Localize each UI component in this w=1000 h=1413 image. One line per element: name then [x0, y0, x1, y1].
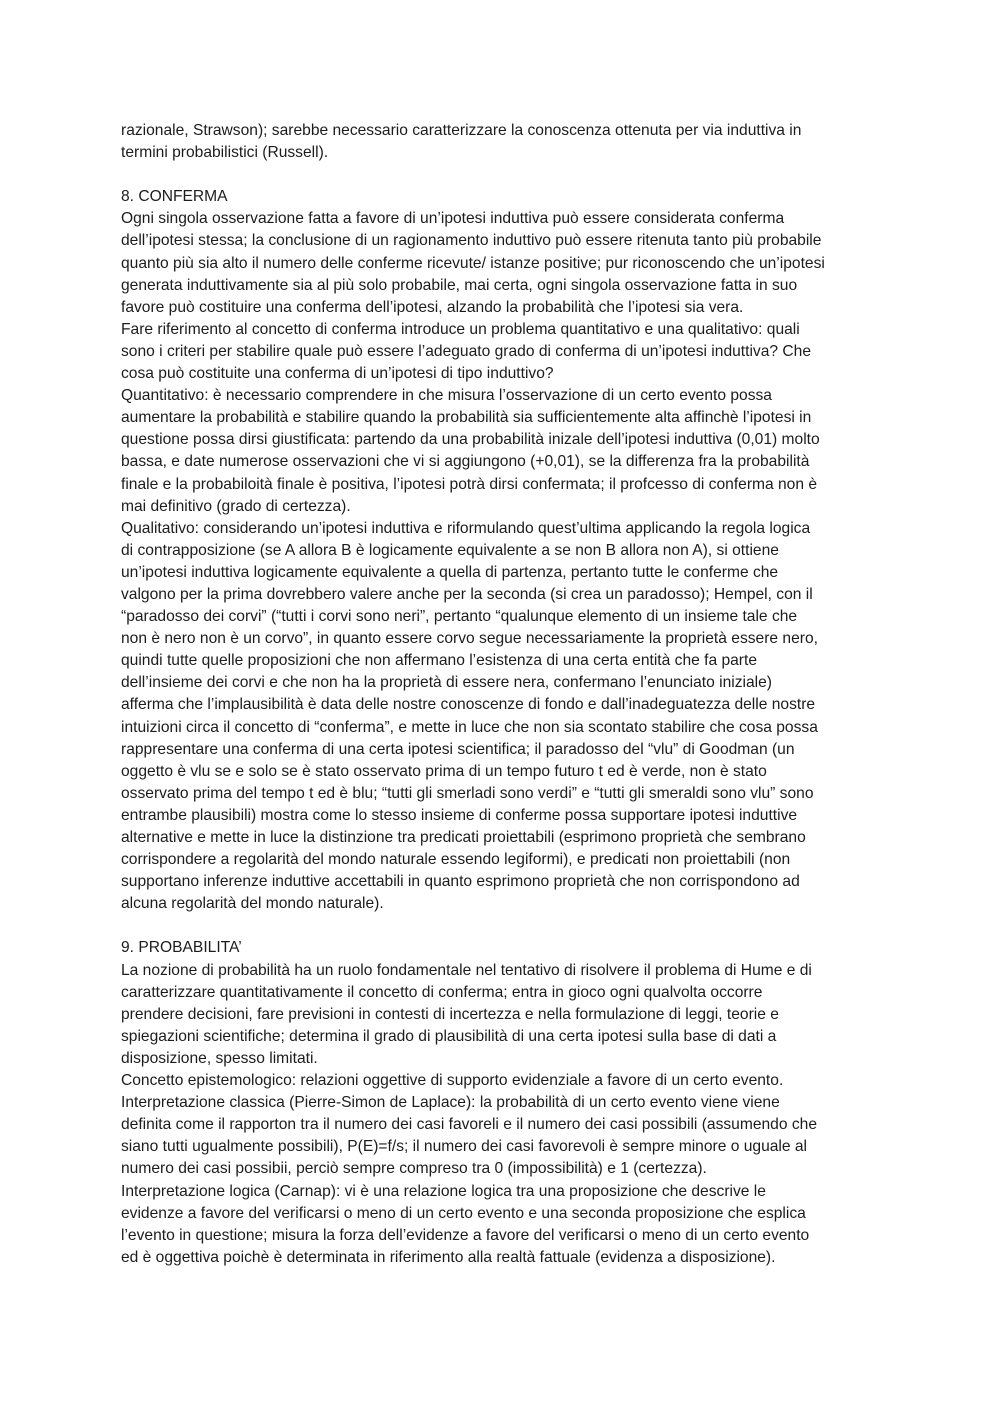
text-line: non è nero non è un corvo”, in quanto essere corvo segue necessariamente la proprietà essere nero,: [121, 630, 818, 648]
text-line: disposizione, spesso limitati.: [121, 1049, 318, 1067]
text-line: prendere decisioni, fare previsioni in contesti di incertezza e nella formulazione di leggi, teorie e: [121, 1005, 779, 1023]
section-heading: 8. CONFERMA: [121, 188, 228, 206]
text-line: oggetto è vlu se e solo se è stato osservato prima di un tempo futuro t ed è verde, non è stato: [121, 762, 767, 780]
text-line: l’evento in questione; misura la forza dell’evidenze a favore del verificarsi o meno di un certo evento: [121, 1226, 810, 1244]
paragraph-spacer: [121, 164, 883, 186]
text-line: termini probabilistici (Russell).: [121, 144, 329, 162]
text-line: rappresentare una conferma di una certa ipotesi scientifica; il paradosso del “vlu” di Goodman (un: [121, 740, 795, 758]
text-line: Ogni singola osservazione fatta a favore di un’ipotesi induttiva può essere considerata conferma: [121, 210, 785, 228]
text-line: alternative e mette in luce la distinzione tra predicati proiettabili (esprimono proprietà che sembrano: [121, 829, 806, 846]
text-line: spiegazioni scientifiche; determina il grado di plausibilità di una certa ipotesi sulla base di dati a: [121, 1027, 777, 1045]
paragraph-spacer: [121, 915, 883, 937]
text-line: “paradosso dei corvi” (“tutti i corvi sono neri”, pertanto “qualunque elemento di un insieme tale che: [121, 608, 798, 626]
text-line: osservato prima del tempo t ed è blu; “tutti gli smerladi sono verdi” e “tutti gli smeraldi sono vlu” sono: [121, 784, 814, 802]
text-line: siano tutti ugualmente possibili), P(E)=f/s; il numero dei casi favorevoli è sempre minore o uguale al: [121, 1138, 808, 1156]
text-line: Concetto epistemologico: relazioni oggettive di supporto evidenziale a favore di un certo evento.: [121, 1072, 784, 1090]
text-line: numero dei casi possibii, perciò sempre compreso tra 0 (impossibilità) e 1 (certezza).: [121, 1160, 707, 1178]
text-line: Fare riferimento al concetto di conferma introduce un problema quantitativo e una qualitativo: quali: [121, 320, 800, 338]
text-line: Interpretazione logica (Carnap): vi è una relazione logica tra una proposizione che descrive le: [121, 1182, 766, 1200]
text-line: alcuna regolarità del mondo naturale).: [121, 895, 384, 913]
intro-paragraph: [121, 120, 883, 164]
text-line: generata induttivamente sia al più solo probabile, mai certa, ogni singola osservazione fatta in suo: [121, 276, 798, 294]
text-line: Quantitativo: è necessario comprendere in che misura l’osservazione di un certo evento possa: [121, 387, 772, 405]
text-line: Interpretazione classica (Pierre-Simon de Laplace): la probabilità di un certo evento viene viene: [121, 1094, 780, 1112]
text-line: mai definitivo (grado di certezza).: [121, 497, 351, 515]
text-line: supportano inferenze induttive accettabili in quanto esprimono proprietà che non corrispondono ad: [121, 873, 800, 891]
text-line: sono i criteri per stabilire quale può essere l’adeguato grado di conferma di un’ipotesi induttiva? Che: [121, 342, 812, 360]
text-line: entrambe plausibili) mostra come lo stesso insieme di conferme possa supportare ipotesi induttive: [121, 806, 798, 824]
text-line: caratterizzare quantitativamente il concetto di conferma; entra in gioco ogni qualvolta occorre: [121, 983, 763, 1001]
text-line: evidenze a favore del verificarsi o meno di un certo evento e una seconda proposizione che esplica: [121, 1204, 806, 1222]
text-line: finale e la probabiloità finale è positiva, l’ipotesi potrà dirsi confermata; il profcesso di conferma non è: [121, 475, 818, 493]
text-line: un’ipotesi induttiva logicamente equivalente a quella di partenza, pertanto tutte le conferme che: [121, 563, 779, 581]
text-line: afferma che l’implausibilità è data delle nostre conoscenze di fondo e dall’inadeguatezza delle nostre: [121, 696, 816, 714]
text-line: Qualitativo: considerando un’ipotesi induttiva e riformulando quest’ultima applicando la regola logica: [121, 519, 811, 537]
text-line: corrispondere a regolarità del mondo naturale essendo legiformi), e predicati non proiettabili (non: [121, 851, 791, 869]
text-line: quindi tutte quelle proposizioni che non affermano l’esistenza di una certa entità che fa parte: [121, 652, 758, 670]
text-line: intuizioni circa il concetto di “conferma”, e mette in luce che non sia scontato stabilire che cosa possa: [121, 718, 818, 736]
text-line: ed è oggettiva poichè è determinata in riferimento alla realtà fattuale (evidenza a disposizione).: [121, 1248, 776, 1266]
section-conferma: [121, 186, 883, 915]
text-line: favore può costituire una conferma dell’ipotesi, alzando la probabilità che l’ipotesi sia vera.: [121, 298, 744, 316]
text-line: dell’ipotesi stessa; la conclusione di un ragionamento induttivo può essere ritenuta tanto più probabile: [121, 232, 822, 250]
text-line: La nozione di probabilità ha un ruolo fondamentale nel tentativo di risolvere il problema di Hume e di: [121, 961, 812, 979]
text-line: dell’insieme dei corvi e che non ha la proprietà di essere nera, confermano l’enunciato iniziale): [121, 674, 772, 692]
document-body: [121, 120, 883, 1269]
section-probabilita: [121, 937, 883, 1268]
section-heading: 9. PROBABILITA’: [121, 939, 242, 957]
text-line: razionale, Strawson); sarebbe necessario caratterizzare la conoscenza ottenuta per via induttiva in: [121, 122, 802, 139]
text-line: aumentare la probabilità e stabilire quando la probabilità sia sufficientemente alta affinchè l’ipotesi in: [121, 409, 812, 427]
text-line: bassa, e date numerose osservazioni che vi si aggiungono (+0,01), se la differenza fra la probabilità: [121, 453, 810, 471]
text-line: questione possa dirsi giustificata: partendo da una probabilità inizale dell’ipotesi induttiva (0,01) molto: [121, 431, 820, 449]
text-line: quanto più sia alto il numero delle conferme ricevute/ istanze positive; pur riconoscendo che un’ipotesi: [121, 254, 825, 272]
text-line: cosa può costituite una conferma di un’ipotesi di tipo induttivo?: [121, 365, 554, 383]
text-line: definita come il rapporton tra il numero dei casi favoreli e il numero dei casi possibili (assumendo che: [121, 1116, 817, 1134]
text-line: di contrapposizione (se A allora B è logicamente equivalente a se non B allora non A), si ottiene: [121, 541, 779, 559]
text-line: valgono per la prima dovrebbero valere anche per la seconda (si crea un paradosso); Hempel, con il: [121, 585, 813, 603]
